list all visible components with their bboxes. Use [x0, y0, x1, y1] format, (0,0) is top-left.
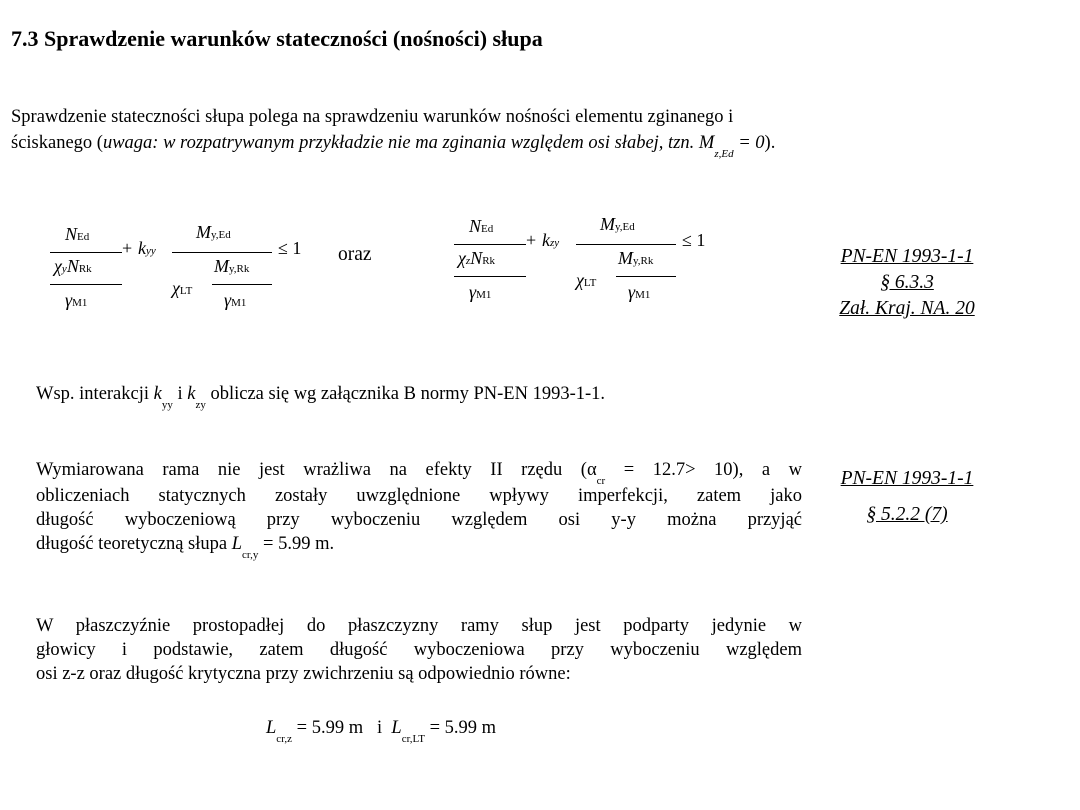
ref1-line-2: § 6.3.3	[880, 272, 934, 293]
frame-line-1: Wymiarowana rama nie jest wrażliwa na efekty II rzędu $(\alpha_{cr} = 12.7> 10)$, a w	[36, 460, 802, 487]
intro-note-sub: z,Ed	[714, 148, 734, 160]
intro-note-text: uwaga: w rozpatrywanym przykładzie nie ma zginania względem osi słabej, tzn. M	[102, 133, 715, 153]
f2-gamma-m1-b: γM1	[628, 282, 651, 302]
intro-text: ściskanego (	[11, 133, 103, 153]
plane-line-3: osi z-z oraz długość krytyczna przy zwichrzeniu są odpowiednio równe:	[36, 664, 571, 684]
intro-paragraph	[11, 104, 1071, 158]
reference-block-1	[812, 244, 1002, 322]
frame-line-4: długość teoretyczną słupa $L_{cr,y} = 5.99$ m.	[36, 534, 335, 561]
frame-line-2: obliczeniach statycznych zostały uwzględnione wpływy imperfekcji, zatem jako	[36, 486, 802, 506]
f1-chi-lt: χLT	[172, 278, 193, 298]
plane-line-1: W płaszczyźnie prostopadłej do płaszczyzny ramy słup jest podparty jedynie w	[36, 616, 802, 636]
f2-m-y-ed: My,Ed	[600, 214, 635, 234]
intro-line-1: Sprawdzenie stateczności słupa polega na sprawdzeniu warunków nośności elementu zginanego i	[11, 107, 734, 127]
frame-line-3: długość wyboczeniową przy wyboczeniu względem osi y-y można przyjąć	[36, 510, 802, 530]
f1-fraction-line-1	[50, 252, 122, 253]
oraz-word: oraz	[338, 244, 372, 265]
f2-gamma-m1: γM1	[469, 282, 492, 302]
f2-fraction-line-3	[576, 244, 676, 245]
formula-2	[444, 210, 744, 320]
plane-line-2: głowicy i podstawie, zatem długość wyboczeniowa przy wyboczeniu względem	[36, 640, 802, 660]
f1-gamma-m1-b: γM1	[224, 290, 247, 310]
intro-note-end: = 0	[733, 133, 765, 153]
f1-chi-n-rk: χyNRk	[54, 256, 92, 276]
f1-fraction-line-3	[172, 252, 272, 253]
plane-paragraph	[36, 614, 802, 686]
f2-leq-1: ≤ 1	[682, 230, 706, 250]
intro-line-2	[11, 130, 1071, 158]
f1-m-y-ed: My,Ed	[196, 222, 231, 242]
f2-fraction-line-2	[454, 276, 526, 277]
ref1-line-3: Zał. Kraj. NA. 20	[839, 298, 975, 319]
f1-fraction-line-2	[50, 284, 122, 285]
formula-1	[40, 218, 340, 328]
f2-plus: +	[526, 230, 537, 250]
f1-n-ed: NEd	[65, 224, 90, 244]
ref1-line-1: PN-EN 1993-1-1	[840, 246, 974, 267]
section-heading: 7.3 Sprawdzenie warunków stateczności (nośności) słupa	[11, 26, 543, 51]
f2-k: kzy	[542, 230, 560, 250]
f1-plus: +	[122, 238, 133, 258]
f2-chi-n-rk: χzNRk	[458, 248, 496, 268]
lengths-formula: $L_{cr,z} = 5.99$ m i $L_{cr,LT} = 5.99$ m	[266, 718, 497, 745]
f1-gamma-m1: γM1	[65, 290, 88, 310]
f2-n-ed: NEd	[469, 216, 494, 236]
f1-fraction-line-4	[212, 284, 272, 285]
intro-text-end: ).	[764, 133, 776, 153]
intro-note	[102, 133, 765, 160]
f2-chi-lt: χLT	[576, 270, 597, 290]
ref2-line-1: PN-EN 1993-1-1	[840, 468, 974, 489]
f2-fraction-line-4	[616, 276, 676, 277]
f1-k: kyy	[138, 238, 156, 258]
f2-fraction-line-1	[454, 244, 526, 245]
interaction-paragraph: Wsp. interakcji $k_{yy}$ i $k_{zy}$ oblicza się wg załącznika B normy PN-EN 1993-1-1.	[36, 384, 606, 411]
f1-m-y-rk: My,Rk	[214, 256, 250, 276]
ref2-line-2: § 5.2.2 (7)	[866, 504, 948, 525]
reference-block-2	[812, 468, 1002, 526]
frame-paragraph	[36, 458, 802, 561]
f2-m-y-rk: My,Rk	[618, 248, 654, 268]
f1-leq-1: ≤ 1	[278, 238, 302, 258]
